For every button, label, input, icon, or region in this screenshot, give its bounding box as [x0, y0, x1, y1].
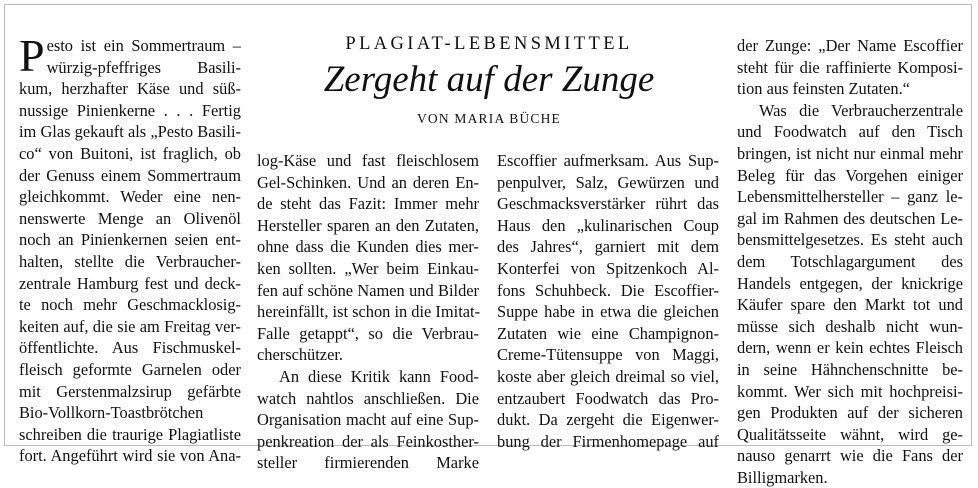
- text-line: der Zunge: „Der Name Escoffier: [737, 36, 963, 55]
- article-column-1: [19, 30, 241, 467]
- text-line: gleichkommt. Weder eine nen-: [19, 187, 241, 207]
- text-line: Lebensmittelhersteller – ganz le-: [737, 187, 963, 207]
- text-line: in seine Hähnchenschnitte be-: [737, 359, 963, 379]
- text-line: fen auf schöne Namen und Bilder: [257, 280, 479, 300]
- text-line: würzig-pfeffriges Basili-: [46, 57, 241, 77]
- text-line: noch an Pinienkernen seien ent-: [19, 230, 241, 250]
- text-line: An diese Kritik kann Food-: [279, 366, 479, 386]
- text-line: Bio-Vollkorn-Toastbrötchen: [19, 403, 204, 423]
- text-line: steht für die raffinierte Komposi-: [737, 57, 963, 77]
- text-line: ken sollten. „Wer beim Einkau-: [257, 258, 479, 278]
- text-line: cherschützer.: [257, 345, 344, 365]
- text-line: tion aus feinsten Zutaten.“: [737, 79, 910, 99]
- text-line: im Glas gekauft als „Pesto Basili-: [19, 122, 241, 142]
- text-line: Escoffier aufmerksam. Aus Sup-: [497, 151, 719, 170]
- text-line: Qualitätsseite wähnt, wird ge-: [737, 424, 963, 444]
- article-byline: VON MARIA BÜCHE: [416, 111, 561, 126]
- text-line: fons Schuhbeck. Die Escoffier-: [497, 280, 719, 300]
- text-line: ohne dass die Kunden dies mer-: [257, 237, 479, 257]
- article-column-2: [257, 150, 479, 474]
- text-line: Zutaten wie eine Champignon-: [497, 323, 719, 343]
- text-line: gal im Rahmen des deutschen Le-: [737, 208, 963, 228]
- text-line: und Foodwatch auf den Tisch: [737, 122, 963, 142]
- text-line: Was die Verbraucherzentrale: [759, 100, 963, 120]
- text-line: Falle getappt“, so die Verbrau-: [257, 323, 479, 343]
- text-line: fleisch geformte Garnelen oder: [19, 359, 241, 379]
- text-line: Creme-Tütensuppe von Maggi,: [497, 345, 719, 365]
- text-line: Käufer spare den Markt tot und: [737, 295, 963, 315]
- text-line: dern, wenn er kein echtes Fleisch: [737, 338, 963, 358]
- article-column-3: [497, 150, 719, 452]
- text-line: penkreation der als Feinkosther-: [257, 431, 479, 451]
- text-line: bensmittelgesetzes. Es steht auch: [737, 230, 963, 250]
- text-line: zentrale Hamburg fest und deck-: [19, 273, 241, 293]
- text-line: nussige Pinienkerne . . . Fertig: [19, 100, 241, 120]
- text-line: koste aber gleich dreimal so viel,: [497, 366, 719, 386]
- text-line: dukt. Da zergeht die Eigenwer-: [497, 410, 719, 430]
- text-line: bringen, ist nicht nur einmal mehr: [737, 143, 963, 163]
- text-line: Hersteller sparen an den Zutaten,: [257, 215, 479, 235]
- article-kicker: PLAGIAT-LEBENSMITTEL: [345, 34, 633, 54]
- text-line: Geschmacksverstärker rührt das: [497, 194, 719, 214]
- text-line: te noch mehr Geschmacklosig-: [19, 295, 241, 315]
- text-line: bung der Firmenhomepage auf: [497, 431, 719, 451]
- article-header: [253, 30, 725, 128]
- text-line: Billigmarken.: [737, 467, 828, 487]
- text-line: Beleg für das Vorgehen einiger: [737, 165, 963, 185]
- text-line: mit Gerstenmalzsirup gefärbte: [19, 381, 241, 401]
- text-line: halten, stellte die Verbraucher-: [19, 251, 241, 271]
- text-line: schreiben die traurige Plagiatliste: [19, 424, 241, 444]
- text-line: nauso genarrt wie die Fans der: [737, 446, 963, 466]
- article-headline: Zergeht auf der Zunge: [323, 59, 655, 100]
- text-line: fort. Angeführt wird sie von Ana-: [19, 446, 241, 466]
- text-line: de steht das Fazit: Immer mehr: [257, 194, 479, 214]
- text-line: gen Produkten auf der sicheren: [737, 403, 963, 423]
- text-line: log-Käse und fast fleischlosem: [257, 151, 479, 170]
- text-line: watch nahtlos anschließen. Die: [257, 388, 479, 408]
- text-line: entzaubert Foodwatch das Pro-: [497, 388, 719, 408]
- text-line: esto ist ein Sommertraum –: [46, 36, 241, 55]
- text-line: co“ von Buitoni, ist fraglich, ob: [19, 143, 241, 163]
- text-line: Gel-Schinken. Und an deren En-: [257, 172, 479, 192]
- text-line: dem Totschlagargument des: [737, 251, 963, 271]
- text-line: Organisation macht auf eine Sup-: [257, 410, 479, 430]
- text-line: penpulver, Salz, Gewürzen und: [497, 172, 719, 192]
- text-line: kum, herzhafter Käse und süß-: [19, 79, 241, 99]
- text-line: keiten auf, die sie am Freitag ver-: [19, 316, 241, 336]
- text-line: steller firmierenden Marke: [257, 453, 479, 473]
- text-line: müsse sich deshalb nicht wun-: [737, 316, 963, 336]
- text-line: Haus den „kulinarischen Coup: [497, 215, 719, 235]
- text-line: öffentlichte. Aus Fischmuskel-: [19, 338, 241, 358]
- text-line: hereinfällt, ist schon in die Imitat-: [257, 302, 481, 322]
- text-line: der Genuss einem Sommertraum: [19, 165, 241, 185]
- text-line: nenswerte Menge an Olivenöl: [19, 208, 241, 228]
- text-line: kommt. Wer sich mit hochpreisi-: [737, 381, 963, 401]
- drop-cap: P: [19, 30, 45, 81]
- text-line: Konterfei von Spitzenkoch Al-: [497, 258, 719, 278]
- article-column-4: [737, 35, 963, 488]
- text-line: Suppe habe in etwa die gleichen: [497, 302, 719, 322]
- text-line: Handels entgegen, der knickrige: [737, 273, 963, 293]
- text-line: des Jahres“, garniert mit dem: [497, 237, 719, 257]
